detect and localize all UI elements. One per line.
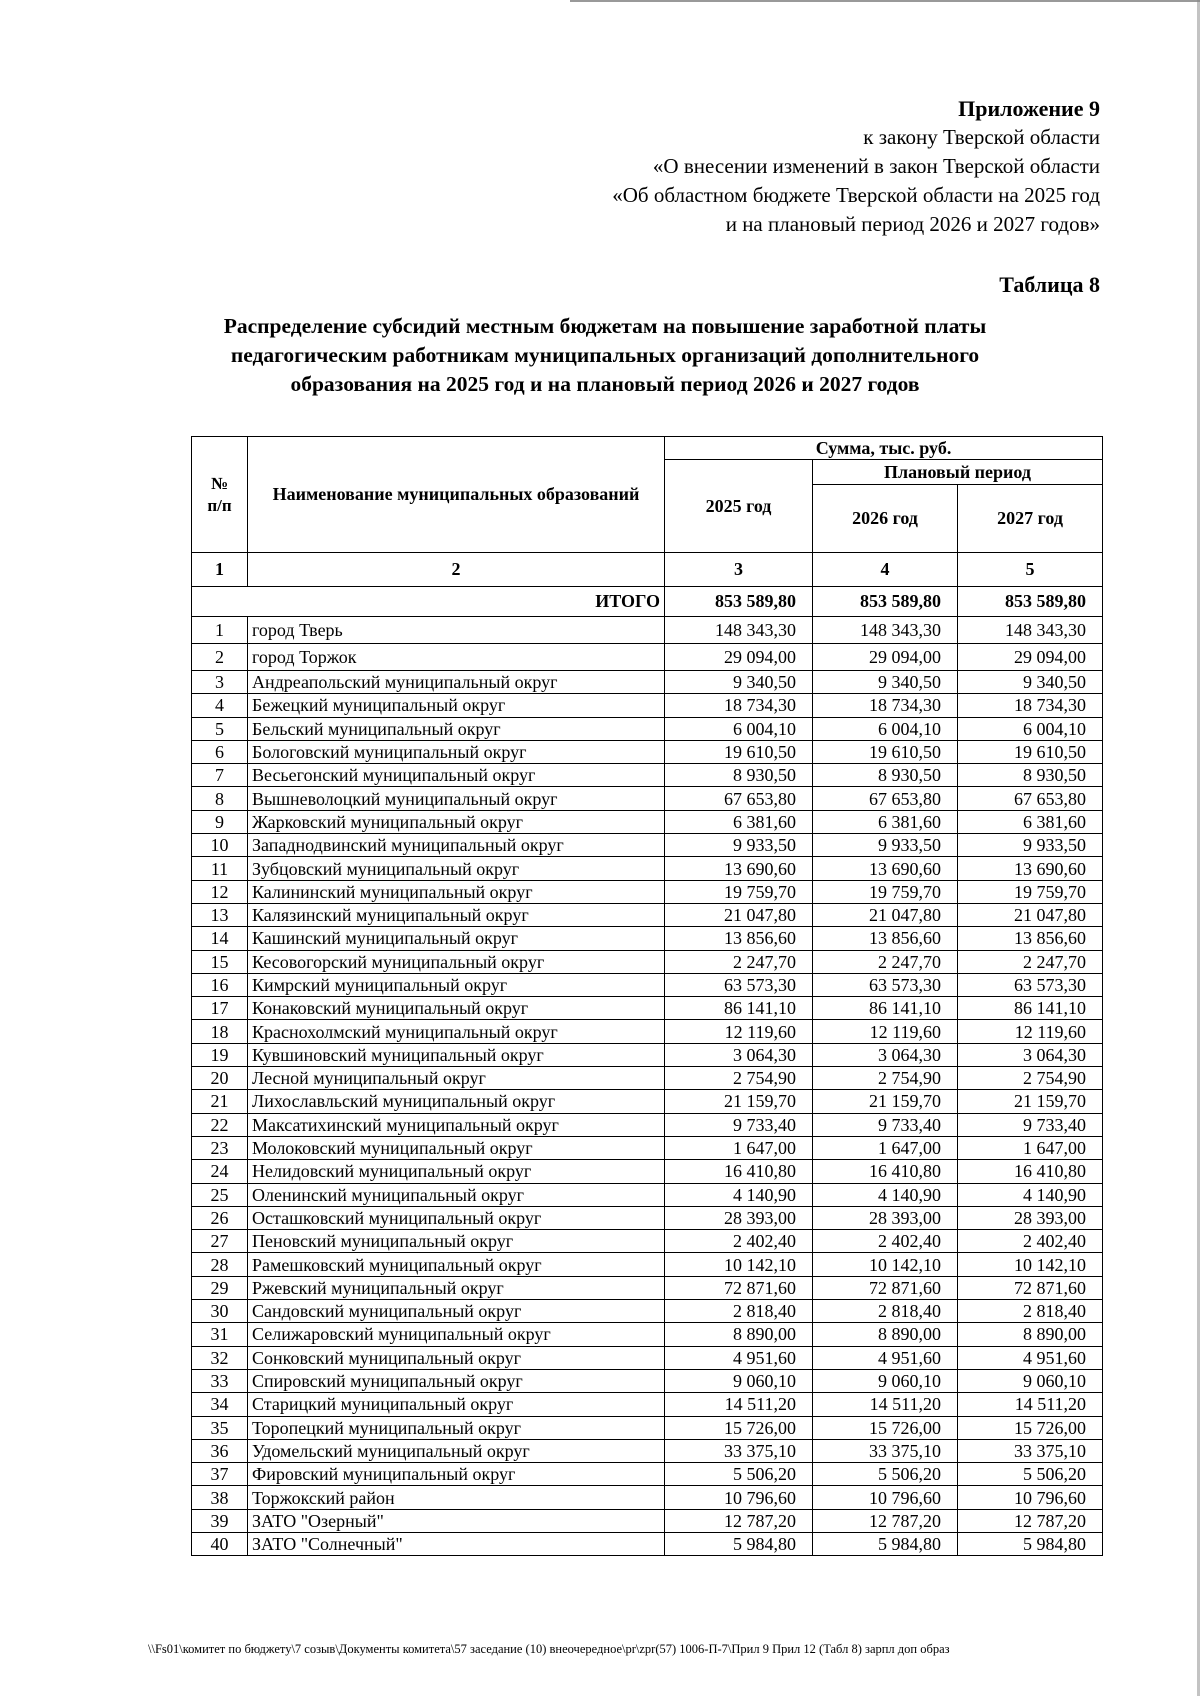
row-number: 17 xyxy=(192,997,248,1020)
header-line-1: к закону Тверской области xyxy=(863,125,1100,149)
row-2025: 12 119,60 xyxy=(665,1020,813,1043)
file-path-footer: \\Fs01\комитет по бюджету\7 созыв\Документы комитета\57 заседание (10) внеочередное\pr\zpr(57) 1006-П-7\Прил 9 Прил 12 (Табл 8) зарпл доп образ xyxy=(148,1642,950,1656)
row-2025: 6 381,60 xyxy=(665,810,813,833)
row-number: 18 xyxy=(192,1020,248,1043)
row-number: 16 xyxy=(192,973,248,996)
row-2025: 86 141,10 xyxy=(665,997,813,1020)
row-2025: 6 004,10 xyxy=(665,717,813,740)
index-col-4: 4 xyxy=(813,553,958,587)
row-name: Спировский муниципальный округ xyxy=(248,1369,665,1392)
row-2025: 13 856,60 xyxy=(665,927,813,950)
row-2027: 4 140,90 xyxy=(958,1183,1103,1206)
table-row xyxy=(192,764,1103,787)
row-2026: 10 142,10 xyxy=(813,1253,958,1276)
row-2025: 28 393,00 xyxy=(665,1206,813,1229)
row-2025: 9 733,40 xyxy=(665,1113,813,1136)
table-row xyxy=(192,857,1103,880)
document-title xyxy=(190,312,1020,399)
row-2025: 8 930,50 xyxy=(665,764,813,787)
row-name: Бологовский муниципальный округ xyxy=(248,740,665,763)
index-col-3: 3 xyxy=(665,553,813,587)
row-2027: 1 647,00 xyxy=(958,1136,1103,1159)
table-row xyxy=(192,1136,1103,1159)
table-row xyxy=(192,1323,1103,1346)
row-2027: 21 159,70 xyxy=(958,1090,1103,1113)
row-2026: 21 159,70 xyxy=(813,1090,958,1113)
row-2025: 3 064,30 xyxy=(665,1043,813,1066)
row-number: 31 xyxy=(192,1323,248,1346)
row-name: Кувшиновский муниципальный округ xyxy=(248,1043,665,1066)
row-2026: 21 047,80 xyxy=(813,903,958,926)
row-2026: 8 930,50 xyxy=(813,764,958,787)
row-2027: 3 064,30 xyxy=(958,1043,1103,1066)
row-2026: 33 375,10 xyxy=(813,1439,958,1462)
row-name: Вышневолоцкий муниципальный округ xyxy=(248,787,665,810)
row-2025: 21 159,70 xyxy=(665,1090,813,1113)
table-row xyxy=(192,810,1103,833)
row-name: ЗАТО "Озерный" xyxy=(248,1509,665,1532)
row-name: Старицкий муниципальный округ xyxy=(248,1393,665,1416)
row-name: Осташковский муниципальный округ xyxy=(248,1206,665,1229)
row-2026: 10 796,60 xyxy=(813,1486,958,1509)
table-row xyxy=(192,997,1103,1020)
row-number: 29 xyxy=(192,1276,248,1299)
row-2025: 10 796,60 xyxy=(665,1486,813,1509)
row-name: Лесной муниципальный округ xyxy=(248,1067,665,1090)
row-2027: 13 690,60 xyxy=(958,857,1103,880)
row-number: 6 xyxy=(192,740,248,763)
row-2025: 2 754,90 xyxy=(665,1067,813,1090)
row-2025: 19 759,70 xyxy=(665,880,813,903)
header-line-3: «Об областном бюджете Тверской области на 2025 год xyxy=(612,183,1100,207)
row-2025: 14 511,20 xyxy=(665,1393,813,1416)
table-row xyxy=(192,834,1103,857)
header-line-4: и на плановый период 2026 и 2027 годов» xyxy=(725,212,1100,236)
row-2026: 16 410,80 xyxy=(813,1160,958,1183)
row-2026: 12 119,60 xyxy=(813,1020,958,1043)
total-2027: 853 589,80 xyxy=(958,587,1103,617)
row-number: 38 xyxy=(192,1486,248,1509)
row-2025: 8 890,00 xyxy=(665,1323,813,1346)
row-2026: 15 726,00 xyxy=(813,1416,958,1439)
row-name: Удомельский муниципальный округ xyxy=(248,1439,665,1462)
table-row xyxy=(192,1463,1103,1486)
row-2027: 16 410,80 xyxy=(958,1160,1103,1183)
row-2027: 8 890,00 xyxy=(958,1323,1103,1346)
header-2025: 2025 год xyxy=(665,460,813,553)
row-2027: 2 402,40 xyxy=(958,1230,1103,1253)
row-number: 26 xyxy=(192,1206,248,1229)
row-name: Жарковский муниципальный округ xyxy=(248,810,665,833)
row-2027: 6 004,10 xyxy=(958,717,1103,740)
row-2025: 13 690,60 xyxy=(665,857,813,880)
table-row xyxy=(192,787,1103,810)
row-2026: 4 951,60 xyxy=(813,1346,958,1369)
row-number: 30 xyxy=(192,1300,248,1323)
table-row xyxy=(192,1532,1103,1555)
row-2026: 4 140,90 xyxy=(813,1183,958,1206)
table-row xyxy=(192,1393,1103,1416)
row-2026: 2 754,90 xyxy=(813,1067,958,1090)
row-name: Зубцовский муниципальный округ xyxy=(248,857,665,880)
row-2026: 9 933,50 xyxy=(813,834,958,857)
row-name: Торопецкий муниципальный округ xyxy=(248,1416,665,1439)
table-row xyxy=(192,1276,1103,1299)
index-col-2: 2 xyxy=(248,553,665,587)
row-number: 32 xyxy=(192,1346,248,1369)
row-number: 33 xyxy=(192,1369,248,1392)
row-2025: 9 340,50 xyxy=(665,671,813,694)
row-2025: 4 951,60 xyxy=(665,1346,813,1369)
row-number: 24 xyxy=(192,1160,248,1183)
row-2025: 15 726,00 xyxy=(665,1416,813,1439)
row-number: 13 xyxy=(192,903,248,926)
scan-artifact-top xyxy=(570,0,1200,2)
row-2025: 9 060,10 xyxy=(665,1369,813,1392)
row-number: 5 xyxy=(192,717,248,740)
table-row xyxy=(192,694,1103,717)
index-col-1: 1 xyxy=(192,553,248,587)
row-number: 10 xyxy=(192,834,248,857)
index-col-5: 5 xyxy=(958,553,1103,587)
row-name: Торжокский район xyxy=(248,1486,665,1509)
row-2026: 19 759,70 xyxy=(813,880,958,903)
row-number: 40 xyxy=(192,1532,248,1555)
row-2027: 21 047,80 xyxy=(958,903,1103,926)
row-2027: 28 393,00 xyxy=(958,1206,1103,1229)
table-row xyxy=(192,1183,1103,1206)
row-name: Пеновский муниципальный округ xyxy=(248,1230,665,1253)
row-name: Кашинский муниципальный округ xyxy=(248,927,665,950)
row-2027: 9 340,50 xyxy=(958,671,1103,694)
row-2026: 14 511,20 xyxy=(813,1393,958,1416)
row-2025: 21 047,80 xyxy=(665,903,813,926)
row-2027: 148 343,30 xyxy=(958,617,1103,644)
table-row xyxy=(192,1206,1103,1229)
table-row xyxy=(192,1113,1103,1136)
row-2025: 9 933,50 xyxy=(665,834,813,857)
row-2027: 2 247,70 xyxy=(958,950,1103,973)
row-2027: 5 506,20 xyxy=(958,1463,1103,1486)
header-line-2: «О внесении изменений в закон Тверской области xyxy=(652,154,1100,178)
row-name: Западнодвинский муниципальный округ xyxy=(248,834,665,857)
row-2027: 4 951,60 xyxy=(958,1346,1103,1369)
header-plan-period: Плановый период xyxy=(813,460,1103,485)
table-row xyxy=(192,717,1103,740)
row-number: 1 xyxy=(192,617,248,644)
row-name: Нелидовский муниципальный округ xyxy=(248,1160,665,1183)
row-name: Бельский муниципальный округ xyxy=(248,717,665,740)
row-name: Сандовский муниципальный округ xyxy=(248,1300,665,1323)
row-2027: 9 733,40 xyxy=(958,1113,1103,1136)
title-line-1: Распределение субсидий местным бюджетам на повышение заработной платы xyxy=(223,314,987,338)
table-row xyxy=(192,644,1103,671)
table-row xyxy=(192,950,1103,973)
row-name: город Тверь xyxy=(248,617,665,644)
row-2026: 148 343,30 xyxy=(813,617,958,644)
row-number: 35 xyxy=(192,1416,248,1439)
row-2025: 29 094,00 xyxy=(665,644,813,671)
row-2027: 13 856,60 xyxy=(958,927,1103,950)
row-2026: 63 573,30 xyxy=(813,973,958,996)
row-name: Кимрский муниципальный округ xyxy=(248,973,665,996)
row-name: Сонковский муниципальный округ xyxy=(248,1346,665,1369)
row-number: 3 xyxy=(192,671,248,694)
row-number: 27 xyxy=(192,1230,248,1253)
table-row xyxy=(192,671,1103,694)
row-2026: 1 647,00 xyxy=(813,1136,958,1159)
header-num xyxy=(192,437,248,553)
row-2026: 9 340,50 xyxy=(813,671,958,694)
row-name: ЗАТО "Солнечный" xyxy=(248,1532,665,1555)
title-line-2: педагогическим работникам муниципальных организаций дополнительного xyxy=(230,343,980,367)
row-2026: 72 871,60 xyxy=(813,1276,958,1299)
total-row xyxy=(192,587,1103,617)
table-row xyxy=(192,617,1103,644)
row-name: Калязинский муниципальный округ xyxy=(248,903,665,926)
row-name: Краснохолмский муниципальный округ xyxy=(248,1020,665,1043)
title-line-3: образования на 2025 год и на плановый период 2026 и 2027 годов xyxy=(290,372,920,396)
table-row xyxy=(192,1509,1103,1532)
row-2027: 9 933,50 xyxy=(958,834,1103,857)
row-2025: 1 647,00 xyxy=(665,1136,813,1159)
row-2025: 2 818,40 xyxy=(665,1300,813,1323)
row-2026: 28 393,00 xyxy=(813,1206,958,1229)
table-row xyxy=(192,1346,1103,1369)
row-name: Фировский муниципальный округ xyxy=(248,1463,665,1486)
row-name: Кесовогорский муниципальный округ xyxy=(248,950,665,973)
document-header xyxy=(612,94,1100,239)
row-2027: 15 726,00 xyxy=(958,1416,1103,1439)
row-2026: 86 141,10 xyxy=(813,997,958,1020)
row-name: Бежецкий муниципальный округ xyxy=(248,694,665,717)
row-2027: 19 759,70 xyxy=(958,880,1103,903)
row-number: 28 xyxy=(192,1253,248,1276)
appendix-label: Приложение 9 xyxy=(958,96,1100,121)
table-row xyxy=(192,1230,1103,1253)
table-row xyxy=(192,1020,1103,1043)
row-2026: 13 856,60 xyxy=(813,927,958,950)
row-name: Молоковский муниципальный округ xyxy=(248,1136,665,1159)
table-row xyxy=(192,1043,1103,1066)
total-2025: 853 589,80 xyxy=(665,587,813,617)
row-number: 22 xyxy=(192,1113,248,1136)
row-number: 19 xyxy=(192,1043,248,1066)
row-2025: 5 984,80 xyxy=(665,1532,813,1555)
row-number: 39 xyxy=(192,1509,248,1532)
row-number: 14 xyxy=(192,927,248,950)
header-name: Наименование муниципальных образований xyxy=(248,437,665,553)
row-2026: 9 733,40 xyxy=(813,1113,958,1136)
row-name: Максатихинский муниципальный округ xyxy=(248,1113,665,1136)
table-row xyxy=(192,880,1103,903)
row-2026: 18 734,30 xyxy=(813,694,958,717)
table-row xyxy=(192,973,1103,996)
row-name: Лихославльский муниципальный округ xyxy=(248,1090,665,1113)
row-2026: 6 004,10 xyxy=(813,717,958,740)
row-2027: 10 796,60 xyxy=(958,1486,1103,1509)
row-2025: 72 871,60 xyxy=(665,1276,813,1299)
row-name: Ржевский муниципальный округ xyxy=(248,1276,665,1299)
row-2027: 6 381,60 xyxy=(958,810,1103,833)
table-row xyxy=(192,1369,1103,1392)
row-number: 25 xyxy=(192,1183,248,1206)
row-2027: 67 653,80 xyxy=(958,787,1103,810)
row-2027: 2 818,40 xyxy=(958,1300,1103,1323)
row-name: город Торжок xyxy=(248,644,665,671)
row-2026: 5 506,20 xyxy=(813,1463,958,1486)
row-2026: 6 381,60 xyxy=(813,810,958,833)
row-2026: 19 610,50 xyxy=(813,740,958,763)
row-2026: 2 818,40 xyxy=(813,1300,958,1323)
subsidy-table xyxy=(191,436,1103,1556)
table-row xyxy=(192,1067,1103,1090)
row-number: 34 xyxy=(192,1393,248,1416)
row-2027: 33 375,10 xyxy=(958,1439,1103,1462)
table-row xyxy=(192,1486,1103,1509)
row-2027: 12 119,60 xyxy=(958,1020,1103,1043)
row-number: 9 xyxy=(192,810,248,833)
row-2026: 5 984,80 xyxy=(813,1532,958,1555)
row-2026: 29 094,00 xyxy=(813,644,958,671)
table-row xyxy=(192,927,1103,950)
row-2025: 4 140,90 xyxy=(665,1183,813,1206)
row-2027: 63 573,30 xyxy=(958,973,1103,996)
table-row xyxy=(192,1300,1103,1323)
row-number: 36 xyxy=(192,1439,248,1462)
row-2027: 18 734,30 xyxy=(958,694,1103,717)
row-2027: 29 094,00 xyxy=(958,644,1103,671)
header-sum: Сумма, тыс. руб. xyxy=(665,437,1103,460)
header-num-text: № п/п xyxy=(207,473,232,515)
row-number: 21 xyxy=(192,1090,248,1113)
row-name: Конаковский муниципальный округ xyxy=(248,997,665,1020)
row-number: 37 xyxy=(192,1463,248,1486)
total-label: ИТОГО xyxy=(192,587,665,617)
row-2026: 2 402,40 xyxy=(813,1230,958,1253)
table-row xyxy=(192,1416,1103,1439)
header-2027: 2027 год xyxy=(958,485,1103,553)
row-number: 7 xyxy=(192,764,248,787)
row-2025: 67 653,80 xyxy=(665,787,813,810)
row-2026: 13 690,60 xyxy=(813,857,958,880)
row-2025: 2 402,40 xyxy=(665,1230,813,1253)
row-2025: 5 506,20 xyxy=(665,1463,813,1486)
row-name: Весьегонский муниципальный округ xyxy=(248,764,665,787)
row-2026: 3 064,30 xyxy=(813,1043,958,1066)
table-row xyxy=(192,740,1103,763)
row-2025: 18 734,30 xyxy=(665,694,813,717)
row-2025: 16 410,80 xyxy=(665,1160,813,1183)
row-2027: 86 141,10 xyxy=(958,997,1103,1020)
row-2027: 9 060,10 xyxy=(958,1369,1103,1392)
row-2027: 14 511,20 xyxy=(958,1393,1103,1416)
row-2026: 12 787,20 xyxy=(813,1509,958,1532)
row-2026: 2 247,70 xyxy=(813,950,958,973)
row-name: Селижаровский муниципальный округ xyxy=(248,1323,665,1346)
row-2025: 148 343,30 xyxy=(665,617,813,644)
row-2027: 5 984,80 xyxy=(958,1532,1103,1555)
row-2025: 63 573,30 xyxy=(665,973,813,996)
header-2026: 2026 год xyxy=(813,485,958,553)
row-2027: 2 754,90 xyxy=(958,1067,1103,1090)
row-number: 20 xyxy=(192,1067,248,1090)
row-number: 15 xyxy=(192,950,248,973)
table-row xyxy=(192,1160,1103,1183)
row-2025: 33 375,10 xyxy=(665,1439,813,1462)
row-number: 23 xyxy=(192,1136,248,1159)
row-2026: 8 890,00 xyxy=(813,1323,958,1346)
table-row xyxy=(192,1090,1103,1113)
row-2027: 8 930,50 xyxy=(958,764,1103,787)
row-2025: 12 787,20 xyxy=(665,1509,813,1532)
row-2025: 10 142,10 xyxy=(665,1253,813,1276)
row-2025: 19 610,50 xyxy=(665,740,813,763)
row-2027: 19 610,50 xyxy=(958,740,1103,763)
row-number: 8 xyxy=(192,787,248,810)
row-number: 12 xyxy=(192,880,248,903)
row-name: Оленинский муниципальный округ xyxy=(248,1183,665,1206)
row-name: Калининский муниципальный округ xyxy=(248,880,665,903)
row-number: 11 xyxy=(192,857,248,880)
table-row xyxy=(192,903,1103,926)
row-number: 2 xyxy=(192,644,248,671)
total-2026: 853 589,80 xyxy=(813,587,958,617)
table-label: Таблица 8 xyxy=(999,272,1100,297)
row-number: 4 xyxy=(192,694,248,717)
row-2027: 72 871,60 xyxy=(958,1276,1103,1299)
table-row xyxy=(192,1253,1103,1276)
row-2026: 9 060,10 xyxy=(813,1369,958,1392)
row-2027: 12 787,20 xyxy=(958,1509,1103,1532)
row-name: Рамешковский муниципальный округ xyxy=(248,1253,665,1276)
table-row xyxy=(192,1439,1103,1462)
row-name: Андреапольский муниципальный округ xyxy=(248,671,665,694)
row-2027: 10 142,10 xyxy=(958,1253,1103,1276)
row-2026: 67 653,80 xyxy=(813,787,958,810)
row-2025: 2 247,70 xyxy=(665,950,813,973)
